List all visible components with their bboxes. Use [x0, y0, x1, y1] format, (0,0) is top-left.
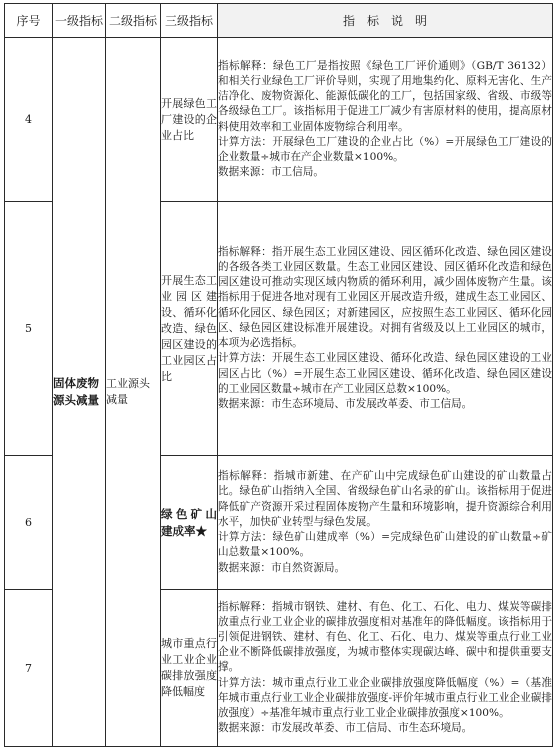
desc-explanation: 指标解释：绿色工厂是指按照《绿色工厂评价通则》（GB/T 36132）和相关行业绿色工厂评价导则，实现了用地集约化、原料无害化、生产洁净化、废物资源化、能源低碳化的工厂，包括国家级、省级、市级等各级绿色工厂。该指标用于促进工厂减少有害原材料的使用，提高原材料使用效率和工业固体废物综合利用率。 [218, 59, 552, 133]
level3-indicator [161, 456, 218, 590]
desc-source: 数据来源：市发展改革委、市工信局、市生态环境局。 [218, 722, 473, 735]
row-number: 6 [5, 456, 53, 590]
level1-indicator [53, 38, 106, 747]
header-no: 序号 [5, 4, 53, 38]
indicator-description [218, 202, 553, 456]
level3-indicator: 城市重点行业工业企业碳排放强度降低幅度 [161, 590, 218, 747]
desc-explanation: 指标解释：指开展生态工业园区建设、园区循环化改造、绿色园区建设的各级各类工业园区数量。生态工业园区建设、园区循环化改造和绿色园区建设可推动实现区域内物质的循环利用，减少固体废物产生量。该指标用于促进各地对现有工业园区开展改造升级，建成生态工业园区、循环化园区、绿色园区；对新建园区，应按照生态工业园区、循环化园区、绿色园区建设标准开展建设。对拥有省级及以上工业园区的城市，本项为必选指标。 [218, 245, 552, 350]
level1-label: 固体废物源头减量 [53, 376, 99, 407]
desc-method: 计算方法：开展生态工业园区建设、循环化改造、绿色园区建设的工业园区占比（%）=开展生态工业园区建设、循环化改造、绿色园区建设的工业园区数量÷城市在产工业园区总数×100%。 [218, 352, 552, 395]
desc-source: 数据来源：市生态环境局、市发展改革委、市工信局。 [218, 397, 473, 410]
header-level1: 一级指标 [53, 4, 106, 38]
header-level3: 三级指标 [161, 4, 218, 38]
desc-explanation: 指标解释：指城市钢铁、建材、有色、化工、石化、电力、煤炭等碳排放重点行业工业企业的碳排放强度相对基准年的降低幅度。该指标用于引领促进钢铁、建材、有色、化工、石化、电力、煤炭等重点行业工业企业不断降低碳排放强度，为城市整体实现碳达峰、碳中和提供重要支撑。 [218, 600, 552, 674]
level3-indicator: 开展绿色工厂建设的企业占比 [161, 38, 218, 202]
indicator-description [218, 590, 553, 747]
header-level2: 二级指标 [106, 4, 161, 38]
header-row [5, 4, 553, 38]
row-number: 5 [5, 202, 53, 456]
desc-method: 计算方法：开展绿色工厂建设的企业占比（%）=开展绿色工厂建设的企业数量÷城市在产企业数量×100%。 [218, 135, 552, 163]
level2-indicator: 工业源头减量 [106, 38, 161, 747]
row-number: 7 [5, 590, 53, 747]
desc-method: 计算方法：城市重点行业工业企业碳排放强度降低幅度（%）=（基准年城市重点行业工业企业碳排放强度-评价年城市重点行业工业企业碳排放强度）÷基准年城市重点行业工业企业碳排放强度×100%。 [218, 676, 552, 719]
level3-indicator: 开展生态工业园区建设、循环化改造、绿色园区建设的工业园区占比 [161, 202, 218, 456]
desc-source: 数据来源：市自然资源局。 [218, 561, 346, 574]
table-row [5, 38, 553, 202]
header-description: 指 标 说 明 [218, 4, 553, 38]
indicator-description [218, 38, 553, 202]
indicator-description [218, 456, 553, 590]
row-number: 4 [5, 38, 53, 202]
desc-source: 数据来源：市工信局。 [218, 166, 324, 179]
desc-explanation: 指标解释：指城市新建、在产矿山中完成绿色矿山建设的矿山数量占比。绿色矿山指纳入全国、省级绿色矿山名录的矿山。该指标用于促进降低矿产资源开采过程固体废物产生量和环境影响，提升资源综合利用水平，加快矿业转型与绿色发展。 [218, 470, 552, 528]
desc-method: 计算方法：绿色矿山建成率（%）=完成绿色矿山建设的矿山数量÷矿山总数量×100%。 [218, 531, 552, 559]
level3-label: 绿色矿山建成率★ [161, 506, 217, 538]
indicator-table [4, 3, 553, 747]
